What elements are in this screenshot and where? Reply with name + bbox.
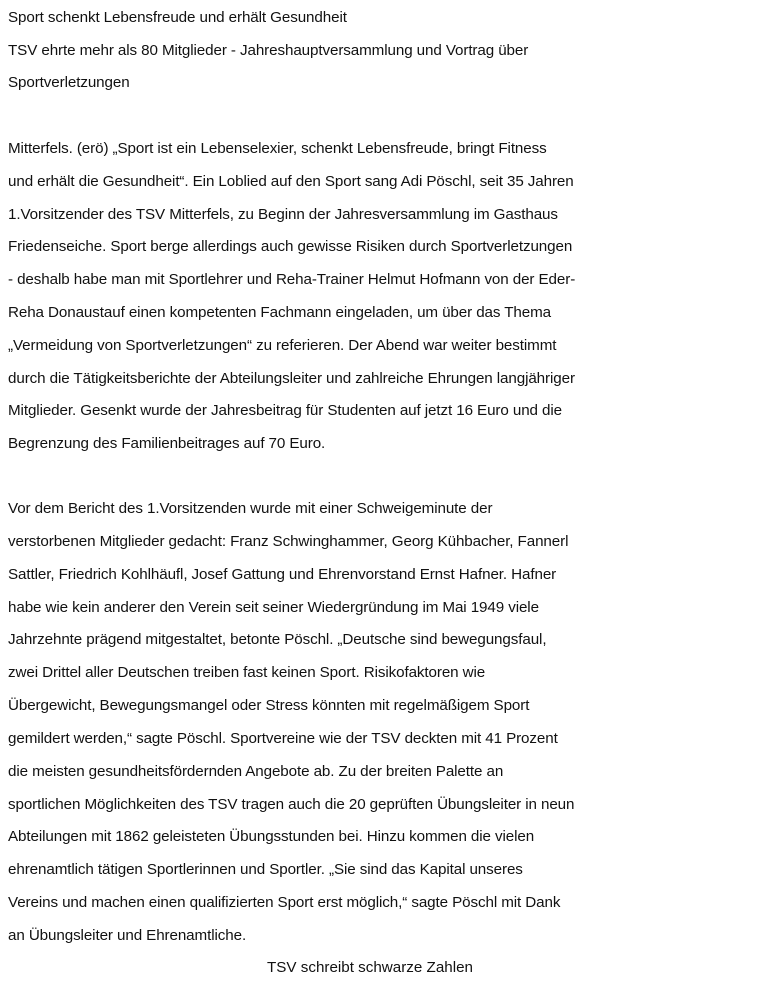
paragraph-line: Übergewicht, Bewegungsmangel oder Stress könnten mit regelmäßigem Sport [8, 697, 530, 714]
paragraph-line: und erhält die Gesundheit“. Ein Loblied auf den Sport sang Adi Pöschl, seit 35 Jahren [8, 173, 574, 190]
paragraph-line: „Vermeidung von Sportverletzungen“ zu referieren. Der Abend war weiter bestimmt [8, 337, 557, 354]
paragraph-line: Vereins und machen einen qualifizierten Sport erst möglich,“ sagte Pöschl mit Dank [8, 894, 561, 911]
paragraph-line: durch die Tätigkeitsberichte der Abteilungsleiter und zahlreiche Ehrungen langjähriger [8, 370, 575, 387]
paragraph-line: habe wie kein anderer den Verein seit seiner Wiedergründung im Mai 1949 viele [8, 599, 539, 616]
paragraph-line: gemildert werden,“ sagte Pöschl. Sportvereine wie der TSV deckten mit 41 Prozent [8, 730, 558, 747]
paragraph-line: Abteilungen mit 1862 geleisteten Übungsstunden bei. Hinzu kommen die vielen [8, 828, 535, 845]
paragraph-line: Reha Donaustauf einen kompetenten Fachmann eingeladen, um über das Thema [8, 304, 552, 321]
paragraph-line: - deshalb habe man mit Sportlehrer und Reha-Trainer Helmut Hofmann von der Eder- [8, 271, 576, 288]
paragraph-line: zwei Drittel aller Deutschen treiben fast keinen Sport. Risikofaktoren wie [8, 664, 486, 681]
paragraph-line: ehrenamtlich tätigen Sportlerinnen und Sportler. „Sie sind das Kapital unseres [8, 861, 523, 878]
section-heading: TSV schreibt schwarze Zahlen [267, 959, 473, 976]
paragraph-line: die meisten gesundheitsfördernden Angebote ab. Zu der breiten Palette an [8, 763, 504, 780]
subheadline-line: Sportverletzungen [8, 74, 130, 91]
paragraph-line: Vor dem Bericht des 1.Vorsitzenden wurde mit einer Schweigeminute der [8, 500, 493, 517]
paragraph-line: an Übungsleiter und Ehrenamtliche. [8, 927, 247, 944]
paragraph-line: verstorbenen Mitglieder gedacht: Franz Schwinghammer, Georg Kühbacher, Fannerl [8, 533, 569, 550]
paragraph-line: Mitglieder. Gesenkt wurde der Jahresbeitrag für Studenten auf jetzt 16 Euro und die [8, 402, 562, 419]
paragraph-line: sportlichen Möglichkeiten des TSV tragen auch die 20 geprüften Übungsleiter in neun [8, 796, 575, 813]
subheadline-line: TSV ehrte mehr als 80 Mitglieder - Jahreshauptversammlung und Vortrag über [8, 42, 529, 59]
paragraph-line: Sattler, Friedrich Kohlhäufl, Josef Gattung und Ehrenvorstand Ernst Hafner. Hafner [8, 566, 557, 583]
paragraph-line: Friedenseiche. Sport berge allerdings auch gewisse Risiken durch Sportverletzungen [8, 238, 573, 255]
article-headline: Sport schenkt Lebensfreude und erhält Gesundheit [8, 9, 347, 26]
paragraph-line: Begrenzung des Familienbeitrages auf 70 Euro. [8, 435, 326, 452]
paragraph-line: 1.Vorsitzender des TSV Mitterfels, zu Beginn der Jahresversammlung im Gasthaus [8, 206, 558, 223]
paragraph-line: Jahrzehnte prägend mitgestaltet, betonte Pöschl. „Deutsche sind bewegungsfaul, [8, 631, 547, 648]
paragraph-line: Mitterfels. (erö) „Sport ist ein Lebenselexier, schenkt Lebensfreude, bringt Fitness [8, 140, 547, 157]
